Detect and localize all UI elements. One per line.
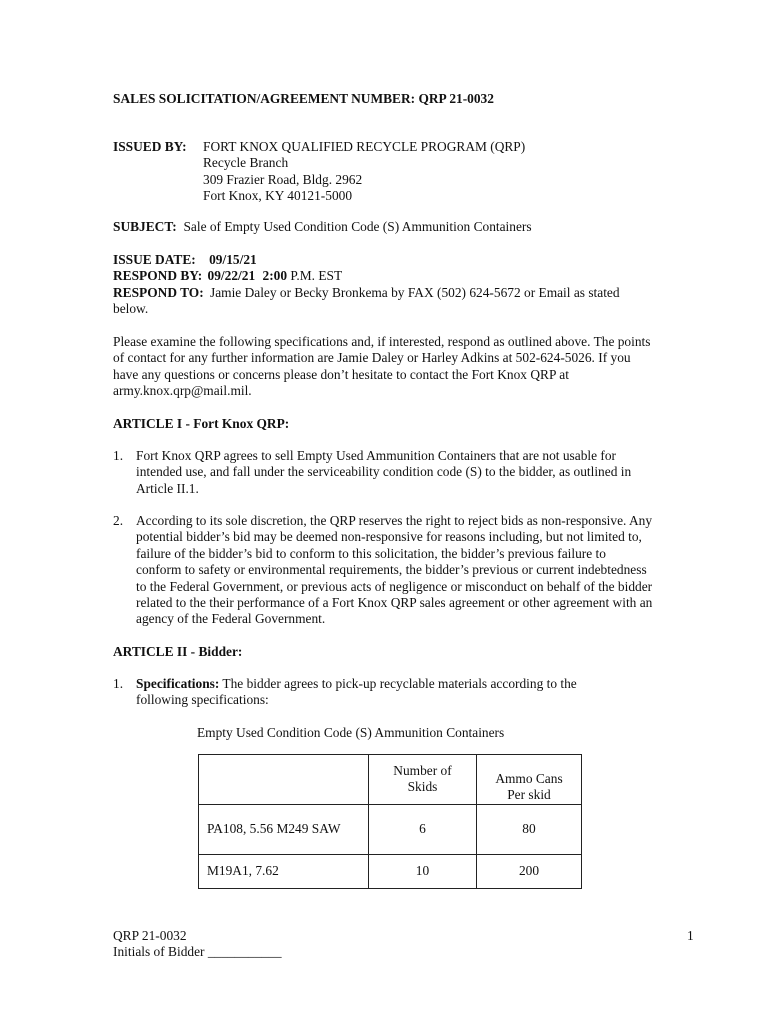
respond-by-time: 2:00 (262, 268, 288, 284)
table-row (199, 805, 582, 855)
article-1-heading: ARTICLE I - Fort Knox QRP: (113, 416, 290, 431)
item-number: 2. (113, 513, 124, 528)
respond-to-text: Jamie Daley or Becky Bronkema by FAX (502) 624-5672 or Email as stated (210, 284, 620, 300)
issued-by-block (113, 139, 673, 205)
item-line: to the Federal Government, or previous acts of negligence or misconduct on behalf of the bidder (136, 578, 653, 594)
item-line: intended use, and fall under the serviceability condition code (S) to the bidder, as outlined in (136, 464, 632, 480)
subject-label: SUBJECT: (113, 219, 177, 234)
header-text: Skids (407, 779, 438, 795)
issuer-line: Recycle Branch (203, 155, 289, 171)
item-line: Article II.1. (136, 480, 199, 496)
header-text: Ammo Cans (495, 771, 563, 786)
issue-date-value: 09/15/21 (209, 252, 257, 267)
item-line: potential bidder’s bid may be deemed non-responsive for reasons including, but not limited to, (136, 529, 642, 545)
respond-by-suffix: P.M. EST (290, 268, 343, 284)
table-cell: PA108, 5.56 M249 SAW (199, 805, 369, 855)
subject-line (113, 219, 532, 235)
article-1-item-1 (113, 448, 673, 497)
article-1-item-2 (113, 513, 673, 628)
table-cell: 10 (369, 855, 477, 889)
issue-date-label: ISSUE DATE: (113, 252, 196, 267)
issuer-address (203, 139, 673, 205)
table-caption: Empty Used Condition Code (S) Ammunition Containers (197, 725, 505, 740)
respond-to-continuation: below. (113, 301, 149, 317)
respond-by-line (113, 268, 673, 284)
article-2-heading: ARTICLE II - Bidder: (113, 644, 243, 659)
table-cell: 6 (369, 805, 477, 855)
item-number: 1. (113, 448, 124, 463)
table-header-cans (477, 755, 582, 805)
issuer-line: FORT KNOX QUALIFIED RECYCLE PROGRAM (QRP) (203, 139, 526, 154)
subject-text: Sale of Empty Used Condition Code (S) Ammunition Containers (183, 219, 532, 234)
item-line: related to the their performance of a Fort Knox QRP sales agreement or other agreement with an (136, 595, 653, 611)
item-number: 1. (113, 676, 124, 691)
intro-paragraph (113, 334, 683, 400)
respond-to-line (113, 285, 673, 301)
respond-by-date: 09/22/21 (207, 268, 256, 284)
issue-date-line (113, 252, 673, 268)
specifications-label: Specifications: (136, 676, 220, 691)
intro-line: have any questions or concerns please don’t hesitate to contact the Fort Knox QRP at (113, 366, 569, 382)
item-line: agency of the Federal Government. (136, 611, 326, 627)
page-number: 1 (687, 928, 694, 943)
item-line: Fort Knox QRP agrees to sell Empty Used Ammunition Containers that are not usable for (136, 448, 617, 463)
header-text: Number of (393, 763, 452, 778)
footer-doc-id: QRP 21-0032 (113, 928, 187, 943)
header-text: Per skid (507, 787, 551, 803)
item-line: failure of the bidder’s bid to conform to this solicitation, the bidder’s previous failure to (136, 545, 606, 561)
specifications-text: The bidder agrees to pick-up recyclable materials according to the (222, 676, 577, 691)
document-title: SALES SOLICITATION/AGREEMENT NUMBER: QRP 21-0032 (113, 91, 494, 106)
item-line (136, 676, 673, 692)
specifications-table (198, 754, 582, 889)
table-header-row (199, 755, 582, 805)
respond-to-label: RESPOND TO: (113, 284, 204, 300)
intro-line: army.knox.qrp@mail.mil. (113, 383, 252, 399)
article-2-item-1 (113, 676, 673, 709)
item-line: conform to safety or environmental requirements, the bidder’s previous or current indebtedness (136, 562, 647, 578)
initials-blank: ___________ (207, 944, 282, 960)
issuer-line: 309 Frazier Road, Bldg. 2962 (203, 171, 363, 187)
table-cell: 200 (477, 855, 582, 889)
dates-block (113, 252, 673, 318)
table-cell: M19A1, 7.62 (199, 855, 369, 889)
item-line: According to its sole discretion, the QRP reserves the right to reject bids as non-responsive. Any (136, 513, 653, 528)
table-row (199, 855, 582, 889)
intro-line: Please examine the following specifications and, if interested, respond as outlined above. The points (113, 334, 651, 349)
issued-by-label: ISSUED BY: (113, 139, 187, 154)
page-footer (113, 928, 282, 961)
footer-initials (113, 944, 282, 960)
respond-by-label: RESPOND BY: (113, 268, 203, 284)
issuer-line: Fort Knox, KY 40121-5000 (203, 188, 353, 204)
initials-label: Initials of Bidder (113, 944, 205, 960)
table-header-cell-empty (199, 755, 369, 805)
item-line: following specifications: (136, 692, 269, 708)
table-cell: 80 (477, 805, 582, 855)
intro-line: of contact for any further information are Jamie Daley or Harley Adkins at 502-624-5026. If you (113, 350, 631, 366)
table-header-skids (369, 755, 477, 805)
